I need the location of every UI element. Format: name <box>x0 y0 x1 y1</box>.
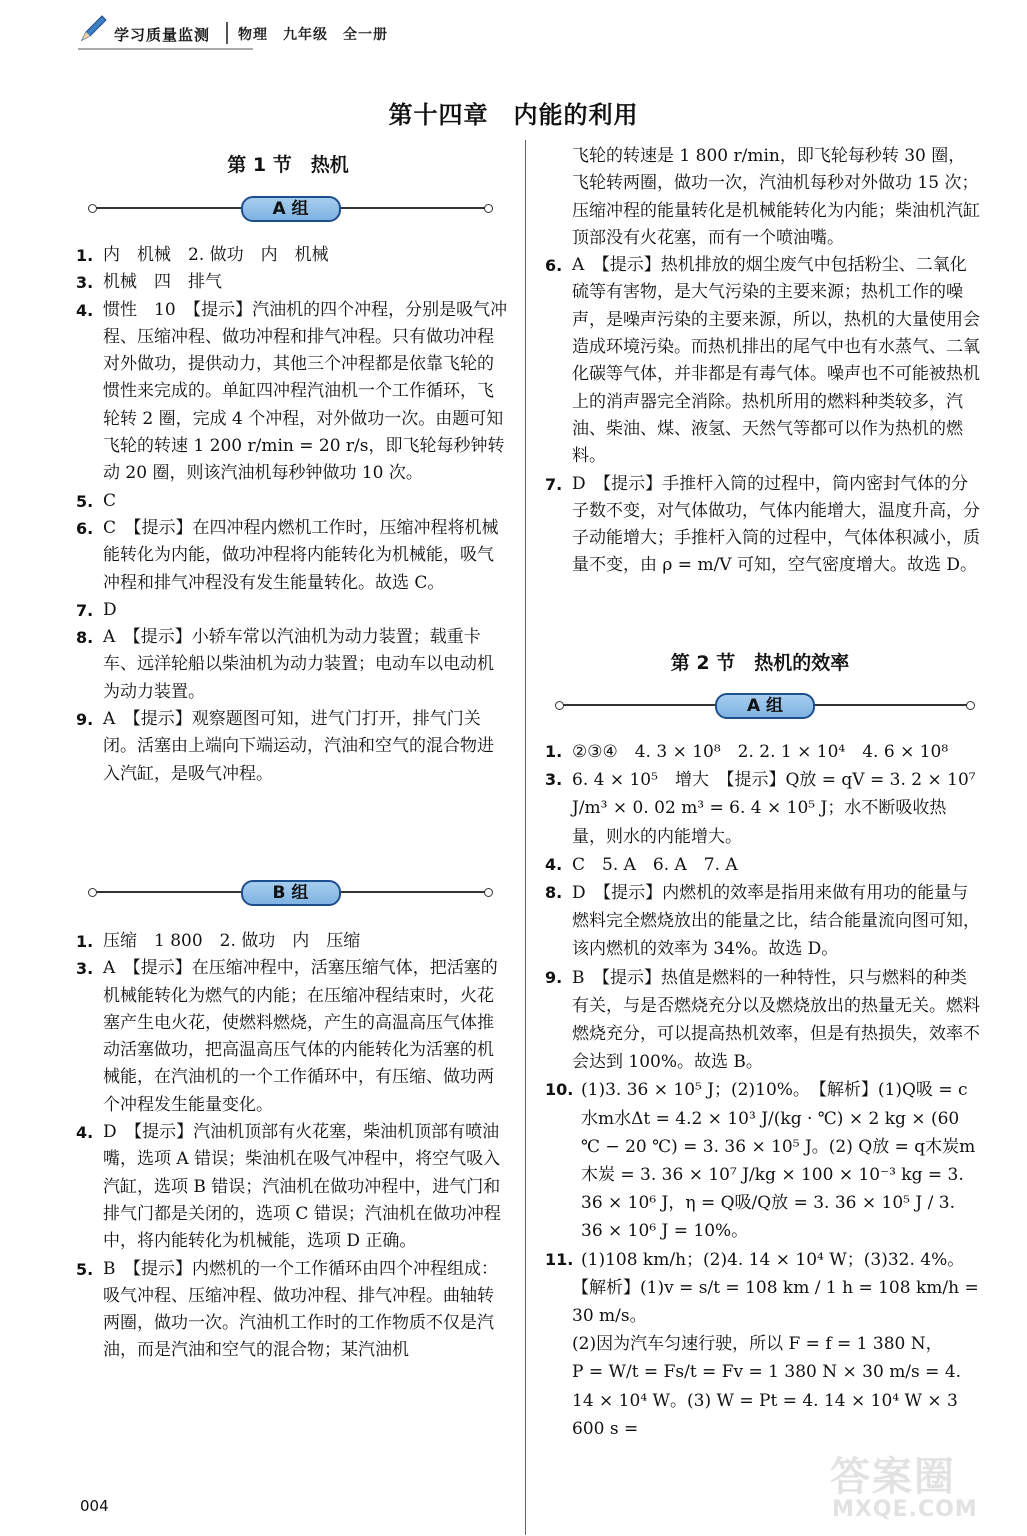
list-item: 5. C <box>76 490 117 511</box>
brand-title: 学习质量监测 <box>114 26 211 44</box>
list-item: 4. D 【提示】汽油机顶部有火花塞，柴油机顶部有喷油嘴，选项 A 错误；柴油机在吸气冲程中，将空气吸入汽缸，选项 B 错误；汽油机在做功冲程中，进气门和排气门都是关闭的，选项 C 错误；汽油机在做功冲程中，将内能转化为机械能，选项 D 正确。 <box>76 1122 501 1252</box>
group-b-banner <box>88 880 493 904</box>
watermark <box>830 1445 1000 1525</box>
section2-title: 第 2 节 热机的效率 <box>670 652 850 674</box>
chapter-title: 第十四章 内能的利用 <box>388 101 639 129</box>
banner-dot <box>484 888 493 897</box>
section1-group-b-list-continued <box>545 143 980 580</box>
list-item: 4. 惯性 10 【提示】汽油机的四个冲程，分别是吸气冲程、压缩冲程、做功冲程和排气冲程。只有做功冲程对外做功，提供动力，其他三个冲程都是依靠飞轮的惯性来完成的。单缸四冲程汽油机一个工作循环，飞轮转 2 圈，完成 4 个冲程，对外做功一次。由题可知飞轮的转速 1 200 r/min = 20 r/s，即飞轮每秒钟转动 20 圈，则该汽油机每秒钟做功 10 次。 <box>76 299 508 484</box>
list-item: 11. (1)108 km/h；(2)4. 14 × 10⁴ W；(3)32. 4%。 <box>545 1249 965 1270</box>
subject-label: 物理 九年级 全一册 <box>238 27 388 43</box>
section1-title: 第 1 节 热机 <box>227 154 349 176</box>
section1-group-b-list <box>76 928 508 1365</box>
analysis-line: (2)因为汽车匀速行驶，所以 F = f = 1 380 N， <box>572 1334 943 1355</box>
watermark-text: 答案圈 <box>830 1454 956 1500</box>
page-number: 004 <box>80 1497 109 1515</box>
list-item: 7. D <box>76 599 117 620</box>
list-item: 6. A 【提示】热机排放的烟尘废气中包括粉尘、二氧化硫等有害物，是大气污染的主要来源；热机工作的噪声，是噪声污染的主要来源，所以，热机的大量使用会造成环境污染。而热机排出的尾气中也有水蒸气、二氧化碳等气体，并非都是有毒气体。噪声也不可能被热机上的消声器完全消除。热机所用的燃料种类较多，汽油、柴油、煤、液氢、天然气等都可以作为热机的燃料。 <box>545 255 980 467</box>
list-item: 1. ②③④ 4. 3 × 10⁸ 2. 2. 1 × 10⁴ 4. 6 × 10⁸ <box>545 742 949 762</box>
section2-group-a-label: A 组 <box>715 693 815 719</box>
column-divider <box>525 140 526 1535</box>
list-item: 9. B 【提示】热值是燃料的一种特性，只与燃料的种类有关，与是否燃烧充分以及燃烧放出的热量无关。燃料燃烧充分，可以提高热机效率，但是有热损失，效率不会达到 100%。故选 B。 <box>545 967 980 1073</box>
section1-group-a-list <box>76 242 508 788</box>
banner-dot <box>966 701 975 710</box>
page-header <box>78 14 998 54</box>
list-item: 7. D 【提示】手推杆入筒的过程中，筒内密封气体的分子数不变，对气体做功，气体内能增大，温度升高，分子动能增大；手推杆入筒的过程中，气体体积减小，质量不变，由 ρ = m/V 可知，空气密度增大。故选 D。 <box>545 473 980 576</box>
group-b-label: B 组 <box>241 880 341 906</box>
list-item: 1. 内 机械 2. 做功 内 机械 <box>76 245 329 265</box>
header-underline <box>78 48 253 50</box>
list-item: 8. A 【提示】小轿车常以汽油机为动力装置；载重卡车、远洋轮船以柴油机为动力装置；电动车以电动机为动力装置。 <box>76 627 494 702</box>
group-a-label: A 组 <box>241 196 341 222</box>
list-item: 10. (1)3. 36 × 10⁵ J；(2)10%。 【解析】(1)Q吸 = c水m水Δt = 4.2 × 10³ J/(kg · ℃) × 2 kg × (60 ℃ − 20 ℃) = 3. 36 × 10⁵ J。(2) Q放 = q木炭m木炭 = 3. 36 × 10⁷ J/kg × 100 × 10⁻³ kg = 3. 36 × 10⁶ J，η = Q吸/Q放 = 3. 36 × 10⁵ J / 3. 36 × 10⁶ J = 10%。 <box>545 1080 976 1242</box>
list-item: 4. C 5. A 6. A 7. A <box>545 854 738 875</box>
list-item: 6. C 【提示】在四冲程内燃机工作时，压缩冲程将机械能转化为内能，做功冲程将内能转化为机械能，吸气冲程和排气冲程没有发生能量转化。故选 C。 <box>76 517 499 593</box>
section2-group-a-banner <box>555 693 975 717</box>
list-item: 3. 机械 四 排气 <box>76 272 222 293</box>
list-item: 9. A 【提示】观察题图可知，进气门打开，排气门关闭。活塞由上端向下端运动，汽油和空气的混合物进入汽缸，是吸气冲程。 <box>76 709 494 784</box>
banner-dot <box>555 701 564 710</box>
list-item: 1. 压缩 1 800 2. 做功 内 压缩 <box>76 931 361 951</box>
list-item: 5. B 【提示】内燃机的一个工作循环由四个冲程组成：吸气冲程、压缩冲程、做功冲程、排气冲程。曲轴转两圈，做功一次。汽油机工作时的工作物质不仅是汽油，而是汽油和空气的混合物；某汽油机 <box>76 1258 498 1361</box>
list-item: 3. A 【提示】在压缩冲程中，活塞压缩气体，把活塞的机械能转化为燃气的内能；在压缩冲程结束时，火花塞产生电火花，使燃料燃烧，产生的高温高压气体推动活塞做功，把高温高压气体的内能转化为活塞的机械能，在汽油机的一个工作循环中，有压缩、做功两个冲程发生能量变化。 <box>76 958 498 1115</box>
banner-dot <box>88 888 97 897</box>
analysis-line: 【解析】(1)v = s/t = 108 km / 1 h = 108 km/h = 30 m/s。 <box>572 1277 979 1327</box>
banner-dot <box>88 204 97 213</box>
pencil-icon <box>78 14 108 44</box>
group-a-banner <box>88 196 493 220</box>
section2-group-a-list <box>545 738 980 1443</box>
banner-dot <box>484 204 493 213</box>
header-separator <box>226 22 228 44</box>
watermark-url: MXQE.COM <box>832 1497 978 1522</box>
list-item: 3. 6. 4 × 10⁵ 增大 【提示】Q放 = qV = 3. 2 × 10⁷ J/m³ × 0. 02 m³ = 6. 4 × 10⁵ J；水不断吸收热量，则水的内能增大。 <box>545 770 976 847</box>
continued-text: 飞轮的转速是 1 800 r/min，即飞轮每秒转 30 圈，飞轮转两圈，做功一次，汽油机每秒对外做功 15 次；压缩冲程的能量转化是机械能转化为内能；柴油机汽缸顶部没有火花塞，而有一个喷油嘴。 <box>572 146 980 248</box>
list-item: 8. D 【提示】内燃机的效率是指用来做有用功的能量与燃料完全燃烧放出的能量之比，结合能量流向图可知，该内燃机的效率为 34%。故选 D。 <box>545 883 980 960</box>
analysis-line: P = W/t = Fs/t = Fv = 1 380 N × 30 m/s = 4. 14 × 10⁴ W。(3) W = Pt = 4. 14 × 10⁴ W × 3 600 s = <box>572 1362 962 1439</box>
